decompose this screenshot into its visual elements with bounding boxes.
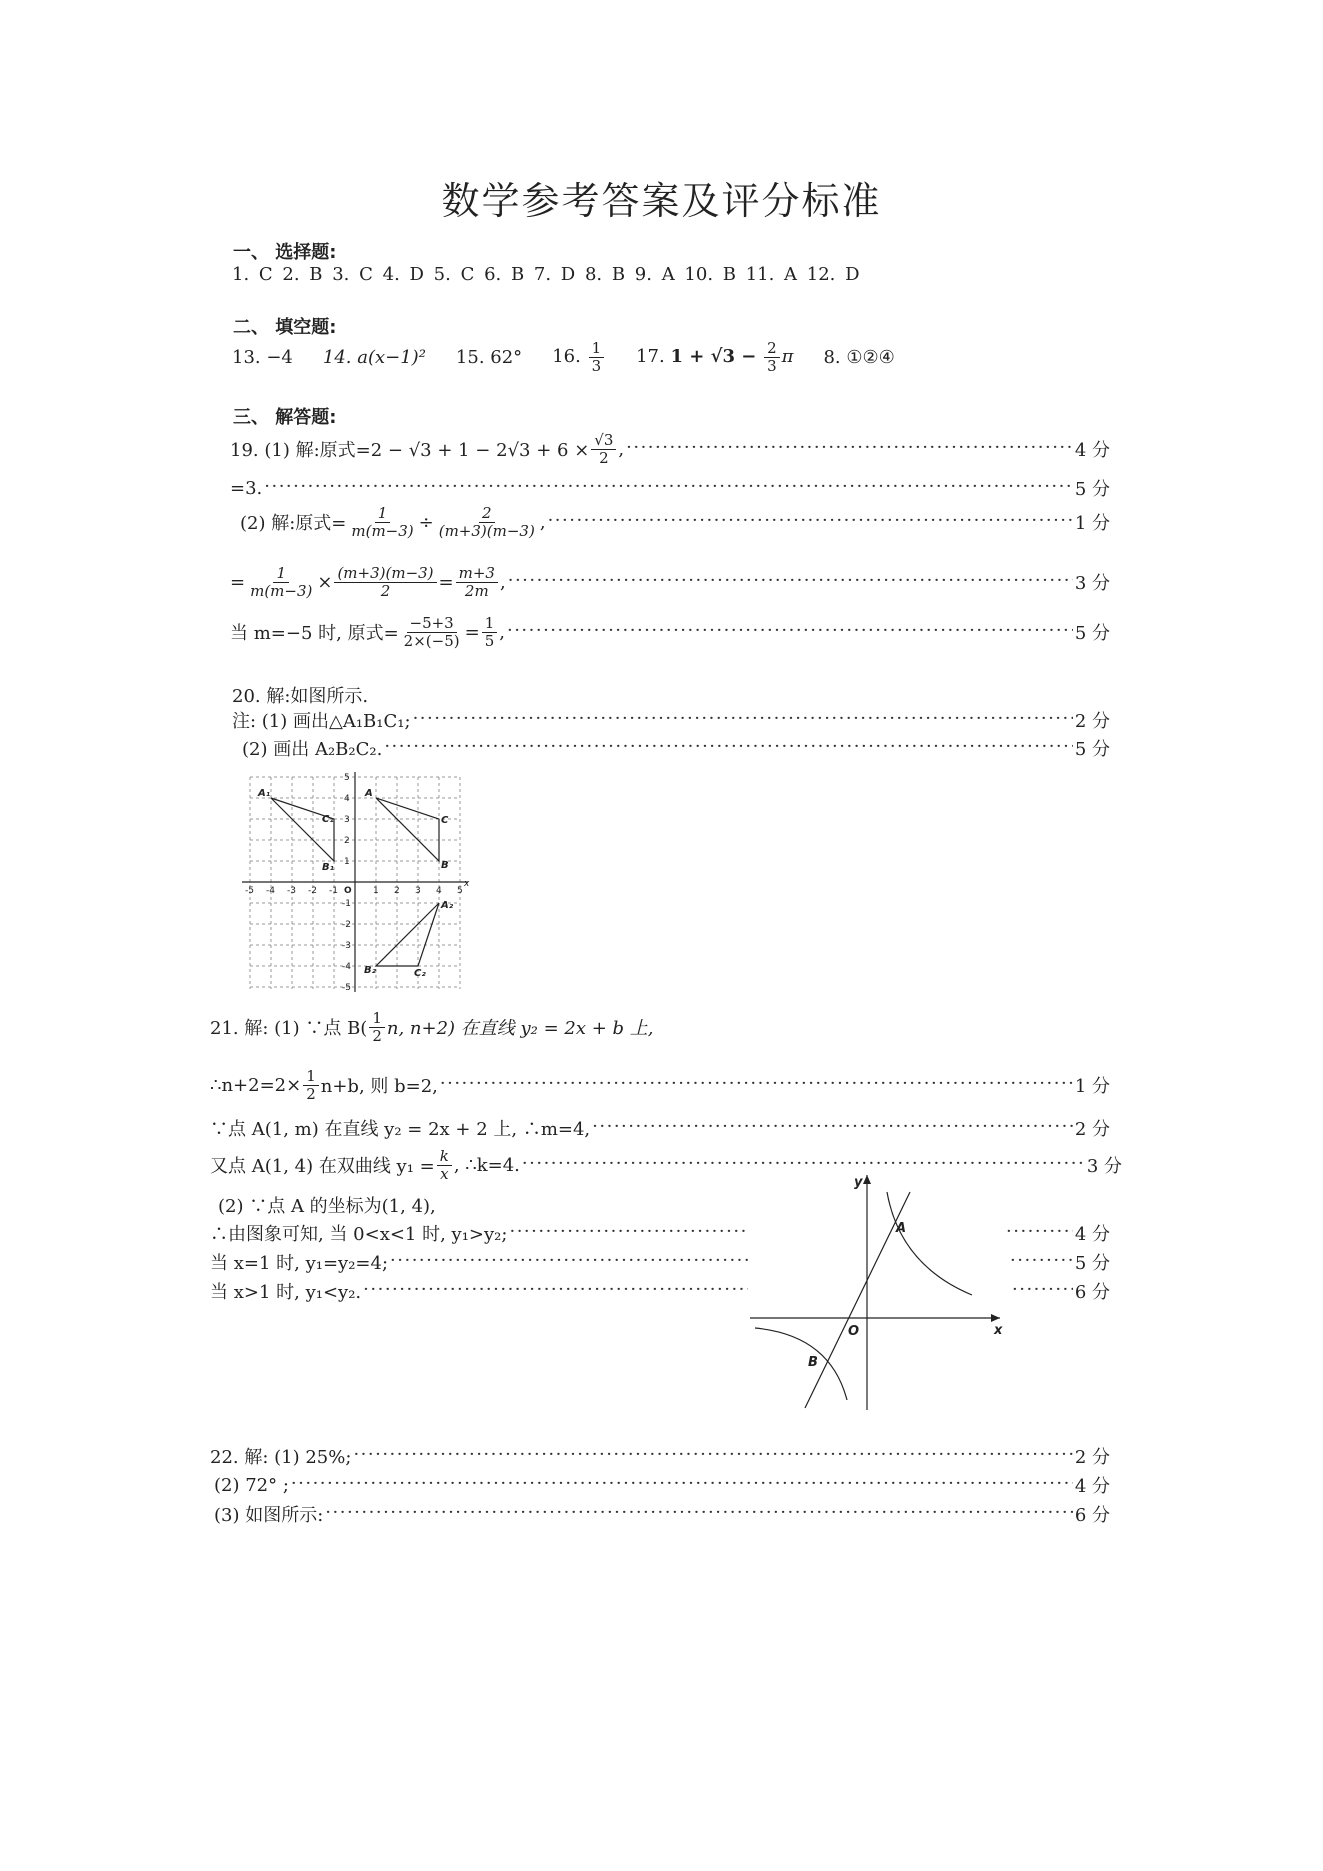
axis-x-label: x [464, 879, 470, 889]
label-b: B [808, 1355, 818, 1370]
section-fill-heading: 二、 填空题: [233, 317, 337, 338]
tick-label: -3 [342, 941, 351, 951]
q20-grid-figure [240, 772, 470, 994]
label-c2: C₂ [414, 968, 426, 979]
tick-label: -2 [308, 886, 317, 896]
fill-q18: 8. ①②④ [823, 346, 895, 368]
q21-line7-score [1008, 1249, 1110, 1275]
score: 5 分 [1074, 739, 1110, 760]
fill-answers [232, 340, 895, 374]
q19-line2: =3. ····· 5 分 [230, 475, 1110, 501]
label-origin: O [848, 1324, 860, 1339]
q19-line3: (2) 解:原式= $\frac{1}{m(m-3)}$ ÷ $\frac{2}{(m+3)(m-3)}$ , ····· 1 分 [240, 505, 1110, 539]
y-axis-arrow [863, 1175, 871, 1184]
label-a2: A₂ [441, 900, 454, 911]
q20-line3: (2) 画出 A₂B₂C₂. ····· 5 分 [242, 735, 1110, 761]
tick-label: -4 [342, 962, 351, 972]
q22-line2: (2) 72° ; ····· 4 分 [214, 1472, 1110, 1498]
axes [242, 772, 468, 992]
tick-label: 5 [344, 773, 350, 783]
q21-line7: 当 x=1 时, y₁=y₂=4; ····· [210, 1249, 750, 1275]
label-x: x [994, 1323, 1003, 1338]
tick-label: -2 [342, 920, 351, 930]
tick-label: 2 [344, 836, 350, 846]
q21-line8: 当 x>1 时, y₁<y₂. ····· [210, 1278, 750, 1304]
label-c1: C₁ [322, 814, 334, 825]
q20-line2: 注: (1) 画出△A₁B₁C₁; ····· 2 分 [232, 707, 1110, 733]
x-axis-arrow [991, 1314, 1000, 1322]
q21-line6: ∴由图象可知, 当 0<x<1 时, y₁>y₂; ····· [210, 1220, 750, 1246]
score: 5 分 [1074, 1253, 1110, 1274]
fill-q15: 15. 62° [455, 346, 523, 368]
label-b2: B₂ [364, 965, 377, 976]
q22-line1: 22. 解: (1) 25%; ····· 2 分 [210, 1443, 1110, 1469]
tick-label: -3 [287, 886, 296, 896]
score: 6 分 [1074, 1282, 1110, 1303]
page-title: 数学参考答案及评分标准 [441, 179, 882, 223]
label-c: C [441, 815, 449, 826]
triangle-a1b1c1 [271, 798, 334, 861]
hyperbola-branch-1 [887, 1192, 972, 1295]
q19-line5: 当 m=−5 时, 原式= $\frac{-5+3}{2\times(-5)}$ = $\frac{1}{5}$ , ····· 5 分 [230, 615, 1110, 649]
label-a1: A₁ [258, 788, 271, 799]
tick-label: 4 [436, 886, 442, 896]
score: 3 分 [1074, 573, 1110, 594]
q19-line4: = $\frac{1}{m(m-3)}$ × $\frac{(m+3)(m-3)}{2}$ = $\frac{m+3}{2m}$ , ····· 3 分 [230, 565, 1110, 599]
q21-function-graph [750, 1170, 1010, 1410]
q21-line2: ∴n+2=2× $\frac{1}{2}$ n+b, 则 b=2, ····· 1 分 [210, 1068, 1110, 1102]
score: 2 分 [1074, 1447, 1110, 1468]
q21-line4: 又点 A(1, 4) 在双曲线 y₁ = $\frac{k}{x}$ , ∴k=4. ····· 3 分 [210, 1148, 1122, 1182]
score: 4 分 [1074, 440, 1110, 461]
tick-label: -1 [342, 899, 351, 909]
tick-label: -4 [266, 886, 275, 896]
tick-label: 4 [344, 794, 350, 804]
q21-line3: ∵点 A(1, m) 在直线 y₂ = 2x + 2 上, ∴m=4, ····· 2 分 [210, 1115, 1110, 1141]
triangle-a2b2c2 [376, 903, 439, 966]
tick-label: -5 [245, 886, 254, 896]
label-a: A [365, 788, 373, 799]
tick-label: 3 [415, 886, 421, 896]
tick-label: -1 [329, 886, 338, 896]
fill-q14: 14. a(x−1)² [322, 346, 426, 368]
section-choice-heading: 一、 选择题: [233, 242, 337, 263]
choice-answers: 1. C 2. B 3. C 4. D 5. C 6. B 7. D 8. B 9. A 10. B 11. A 12. D [232, 264, 860, 285]
tick-label: 2 [394, 886, 400, 896]
score: 3 分 [1086, 1156, 1122, 1177]
q21-line6-score [1004, 1220, 1110, 1246]
label-b: B [441, 860, 449, 871]
tick-label: 5 [457, 886, 463, 896]
score: 6 分 [1074, 1505, 1110, 1526]
score: 2 分 [1074, 711, 1110, 732]
q20-line1: 20. 解:如图所示. [232, 686, 369, 707]
triangle-abc [376, 798, 439, 861]
score: 5 分 [1074, 623, 1110, 644]
score: 1 分 [1074, 513, 1110, 534]
label-y: y [854, 1175, 863, 1190]
line-y2 [805, 1192, 910, 1408]
score: 1 分 [1074, 1076, 1110, 1097]
score: 2 分 [1074, 1119, 1110, 1140]
fill-q13: 13. −4 [232, 346, 293, 368]
q21-line8-score [1010, 1278, 1110, 1304]
q22-line3: (3) 如图所示: ····· 6 分 [214, 1501, 1110, 1527]
fill-q16: 16. $\frac{1}{3}$ [552, 340, 606, 374]
q21-line5: (2) ∵点 A 的坐标为(1, 4), [218, 1196, 436, 1217]
label-a: A [896, 1221, 907, 1236]
score: 4 分 [1074, 1224, 1110, 1245]
tick-label: 1 [344, 857, 350, 867]
section-solve-heading: 三、 解答题: [233, 407, 337, 428]
tick-label: 3 [344, 815, 350, 825]
fill-q17: 17. 1 + √3 − $\frac{2}{3}$ π [636, 339, 794, 375]
score: 4 分 [1074, 1476, 1110, 1497]
origin-label: O [344, 886, 352, 896]
tick-label: -5 [342, 983, 351, 993]
score: 5 分 [1074, 479, 1110, 500]
q19-line1: 19. (1) 解:原式=2 − √3 + 1 − 2√3 + 6 × $\frac{√3}{2}$ , ····· 4 分 [230, 432, 1110, 466]
tick-label: 1 [373, 886, 379, 896]
hyperbola-branch-2 [755, 1328, 847, 1400]
q21-line1: 21. 解: (1) ∵点 B( $\frac{1}{2}$ n, n+2) 在直线 y₂ = 2x + b 上, [210, 1009, 654, 1045]
label-b1: B₁ [322, 862, 335, 873]
